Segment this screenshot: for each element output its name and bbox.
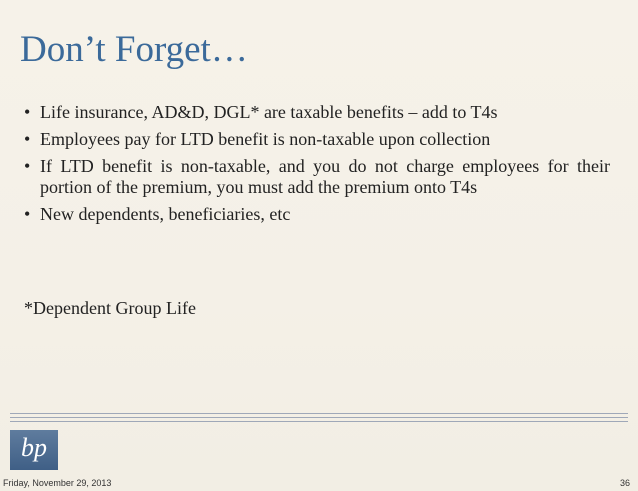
footer-divider [10,413,628,414]
footnote: *Dependent Group Life [24,298,196,318]
bullet-dot-icon: • [24,129,31,149]
bullet-item [20,204,610,225]
bullet-dot-icon: • [24,204,31,224]
company-logo [10,430,58,470]
bullet-dot-icon: • [24,102,31,122]
bullet-text: Employees pay for LTD benefit is non-taxable upon collection [40,129,491,149]
bullet-text: Life insurance, AD&D, DGL* are taxable benefits – add to T4s [40,102,498,122]
bullet-item [20,102,610,123]
bullet-item [20,156,610,198]
bullet-text: New dependents, beneficiaries, etc [40,204,291,224]
bullet-list [20,102,610,231]
bullet-dot-icon: • [24,156,31,176]
bullet-item [20,129,610,150]
logo-text: bp [21,433,47,462]
page-number: 36 [619,478,630,488]
footer-divider [10,421,628,422]
bullet-text: If LTD benefit is non-taxable, and you do not charge employees for their portion of the premium, you must add the premium onto T4s [40,156,610,197]
footer-divider [10,417,628,418]
slide-title: Don’t Forget… [20,29,248,70]
footer-date: Friday, November 29, 2013 [3,478,112,488]
